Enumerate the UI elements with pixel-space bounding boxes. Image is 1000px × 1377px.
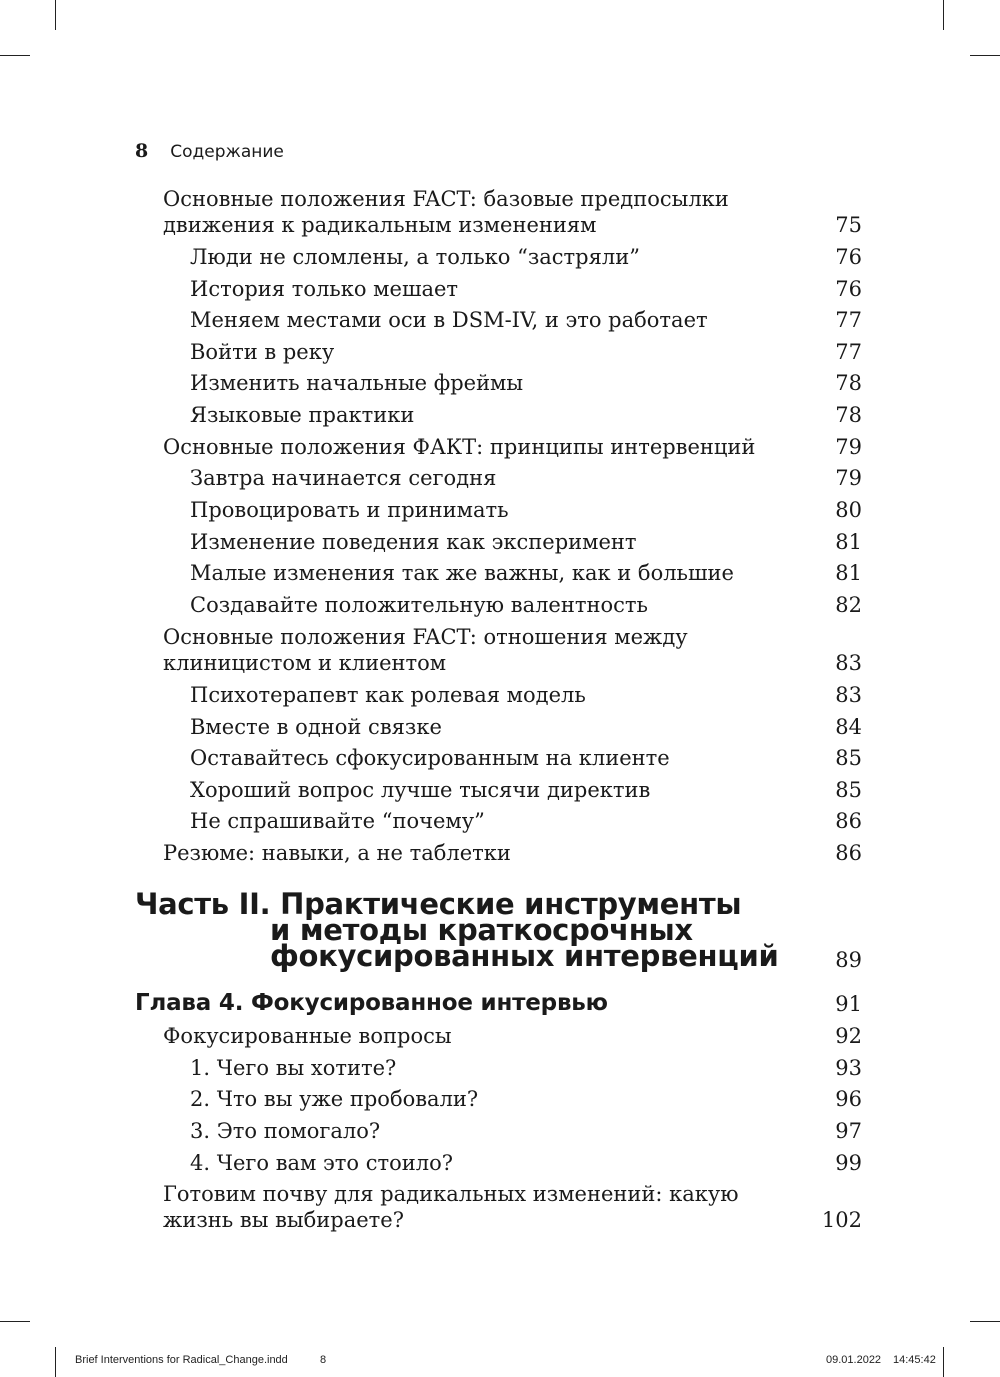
toc-entry-text: 2. Что вы уже пробовали? [190,1087,479,1111]
crop-mark [970,55,1000,56]
toc-entry [190,497,509,523]
toc-entry [190,307,708,333]
toc-entry-text: движения к радикальным изменениям [163,213,597,237]
toc-entry-text: Люди не сломлены, а только “застряли” [190,245,640,269]
slug-filename: Brief Interventions for Radical_Change.indd [75,1354,288,1366]
slug-page: 8 [320,1354,327,1366]
toc-entry [190,529,637,555]
crop-mark [0,55,30,56]
toc-page-number: 76 [835,245,862,269]
crop-mark [943,1347,944,1377]
toc-entry [190,1086,478,1112]
toc-page-number: 96 [835,1087,862,1111]
toc-entry-text: Основные положения ФАКТ: принципы интервенций [163,435,756,459]
toc-page-number: 82 [835,593,862,617]
chapter-page-number: 91 [835,992,862,1016]
toc-entry [190,276,458,302]
toc-entry-text: Создавайте положительную валентность [190,593,648,617]
toc-entry-text: Изменить начальные фреймы [190,371,524,395]
toc-page-number: 77 [835,340,862,364]
crop-mark [55,0,56,30]
toc-entry [190,465,496,491]
toc-page-number: 77 [835,308,862,332]
toc-page-number: 99 [835,1151,862,1175]
crop-mark [943,0,944,30]
toc-page-number: 79 [835,435,862,459]
toc-entry [190,370,523,396]
running-head [135,140,284,162]
toc-page-number: 85 [835,746,862,770]
toc-entry [163,1023,452,1049]
toc-page-number: 75 [835,213,862,237]
toc-entry [190,339,334,365]
toc-entry [190,402,414,428]
toc-page-number: 81 [835,530,862,554]
part-page-number: 89 [835,948,862,972]
toc-entry [163,1181,739,1233]
crop-mark [55,1347,56,1377]
toc-page-number: 92 [835,1024,862,1048]
toc-entry [190,1118,380,1144]
page-number: 8 [135,140,149,162]
toc-entry [163,186,729,238]
toc-entry-text: История только мешает [190,277,459,301]
toc-page-number: 102 [821,1208,862,1232]
toc-entry-text: жизнь вы выбираете? [163,1208,404,1232]
toc-entry-text: Малые изменения так же важны, как и большие [190,561,734,585]
toc-entry-text: Основные положения FACT: базовые предпосылки [163,187,729,211]
section-title: Содержание [170,142,284,162]
toc-entry-text: клиницистом и клиентом [163,651,447,675]
toc-page-number: 78 [835,403,862,427]
toc-page-number: 85 [835,778,862,802]
part-heading [135,887,779,973]
toc-entry-text: Меняем местами оси в DSM-IV, и это работает [190,308,708,332]
toc-page-number: 78 [835,371,862,395]
toc-page-number: 83 [835,683,862,707]
part-heading-line: фокусированных интервенций [270,939,779,973]
slug-time: 14:45:42 [893,1354,936,1366]
toc-entry [190,808,485,834]
toc-entry [190,745,670,771]
toc-entry [190,777,650,803]
toc-page-number: 97 [835,1119,862,1143]
part-heading-line: Часть II. Практические инструменты [135,887,742,921]
toc-entry-text: 4. Чего вам это стоило? [190,1151,454,1175]
toc-page-number: 76 [835,277,862,301]
toc-entry [190,1055,396,1081]
toc-entry-text: Психотерапевт как ролевая модель [190,683,586,707]
toc-entry-text: Фокусированные вопросы [163,1024,452,1048]
toc-entry-text: Не спрашивайте “почему” [190,809,485,833]
crop-mark [0,1321,30,1322]
crop-mark [970,1321,1000,1322]
toc-entry-text: Завтра начинается сегодня [190,466,497,490]
toc-entry [163,624,688,676]
toc-page-number: 86 [835,809,862,833]
toc-entry-text: Изменение поведения как эксперимент [190,530,637,554]
toc-entry [190,592,648,618]
toc-entry-text: Хороший вопрос лучше тысячи директив [190,778,651,802]
toc-page-number: 84 [835,715,862,739]
toc-page-number: 83 [835,651,862,675]
toc-page-number: 79 [835,466,862,490]
toc-entry-text: 1. Чего вы хотите? [190,1056,397,1080]
chapter-heading: Глава 4. Фокусированное интервью [135,990,608,1016]
toc-entry [163,840,511,866]
toc-entry-text: Провоцировать и принимать [190,498,509,522]
toc-entry [190,244,640,270]
toc-entry-text: Оставайтесь сфокусированным на клиенте [190,746,670,770]
toc-entry [190,560,734,586]
toc-entry-text: Резюме: навыки, а не таблетки [163,841,511,865]
toc-entry-text: Языковые практики [190,403,415,427]
toc-entry [190,682,586,708]
slug-date: 09.01.2022 [826,1354,882,1366]
toc-entry [190,1150,453,1176]
toc-entry [163,434,755,460]
toc-entry [190,714,442,740]
toc-entry-text: 3. Это помогало? [190,1119,381,1143]
toc-entry-text: Войти в реку [190,340,335,364]
toc-page-number: 80 [835,498,862,522]
toc-entry-text: Вместе в одной связке [190,715,442,739]
toc-page-number: 93 [835,1056,862,1080]
toc-page-number: 81 [835,561,862,585]
toc-entry-text: Готовим почву для радикальных изменений: какую [163,1182,739,1206]
part-heading-line: и методы краткосрочных [270,913,693,947]
toc-entry-text: Основные положения FACT: отношения между [163,625,688,649]
toc-page-number: 86 [835,841,862,865]
